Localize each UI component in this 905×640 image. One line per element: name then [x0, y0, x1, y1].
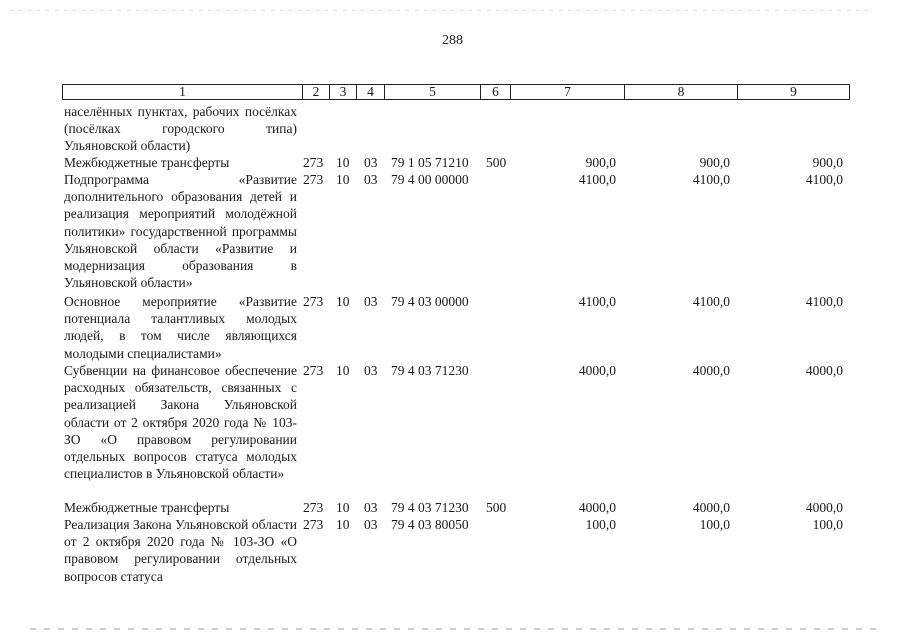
cell-amount-9: 4100,0	[805, 172, 843, 187]
row-name: Основное мероприятие «Развитие потенциала талантливых молодых людей, в том числе являющихся молодыми специалистами»	[64, 294, 297, 361]
cell-amount-9: 4000,0	[805, 363, 843, 378]
row-name: Реализация Закона Ульяновской области от 2 октября 2020 года № 103-ЗО «О правовом регулировании отдельных вопросов статуса	[64, 517, 297, 584]
cell-target-article: 79 4 03 71230	[391, 363, 469, 378]
cell-section: 10	[336, 517, 350, 532]
cell-section: 10	[336, 155, 350, 170]
cell-amount-8: 900,0	[699, 155, 730, 170]
cell-amount-8: 4000,0	[692, 500, 730, 515]
cell-target-article: 79 4 03 80050	[391, 517, 469, 532]
header-col-4: 4	[356, 85, 384, 99]
cell-amount-9: 900,0	[812, 155, 843, 170]
cell-amount-9: 4100,0	[805, 294, 843, 309]
cell-ministry: 273	[303, 500, 324, 515]
cell-amount-8: 100,0	[699, 517, 730, 532]
cell-subsection: 03	[364, 294, 378, 309]
cell-target-article: 79 4 03 00000	[391, 294, 469, 309]
header-col-2: 2	[302, 85, 329, 99]
cell-ministry: 273	[303, 294, 324, 309]
cell-amount-7: 4100,0	[578, 172, 616, 187]
cell-ministry: 273	[303, 172, 324, 187]
cell-amount-7: 900,0	[585, 155, 616, 170]
cell-section: 10	[336, 500, 350, 515]
row-name: населённых пунктах, рабочих посёлках (посёлках городского типа) Ульяновской области)	[64, 104, 297, 154]
cell-subsection: 03	[364, 517, 378, 532]
cell-amount-7: 4000,0	[578, 500, 616, 515]
cell-amount-8: 4100,0	[692, 172, 730, 187]
cell-amount-7: 4100,0	[578, 294, 616, 309]
cell-expense-type: 500	[486, 500, 507, 515]
cell-amount-9: 100,0	[812, 517, 843, 532]
cell-amount-7: 100,0	[585, 517, 616, 532]
scan-artifact-bottom	[30, 628, 880, 630]
cell-ministry: 273	[303, 363, 324, 378]
row-name: Субвенции на финансовое обеспечение расходных обязательств, связанных с реализацией Закона Ульяновской области от 2 октября 2020 года № 103-ЗО «О правовом регулировании отдельных вопросов статуса молодых специалистов в Ульяновской области»	[64, 363, 297, 482]
cell-amount-7: 4000,0	[578, 363, 616, 378]
cell-target-article: 79 4 00 00000	[391, 172, 469, 187]
cell-section: 10	[336, 172, 350, 187]
cell-subsection: 03	[364, 155, 378, 170]
cell-ministry: 273	[303, 517, 324, 532]
cell-subsection: 03	[364, 363, 378, 378]
header-col-8: 8	[624, 85, 737, 99]
cell-amount-9: 4000,0	[805, 500, 843, 515]
cell-target-article: 79 4 03 71230	[391, 500, 469, 515]
scan-artifact-top	[10, 10, 870, 11]
header-col-7: 7	[510, 85, 624, 99]
row-name: Подпрограмма «Развитие дополнительного образования детей и реализация мероприятий молодёжной политики» государственной программы Ульяновской области «Развитие и модернизация образования в Ульяновской области»	[64, 172, 297, 291]
header-col-1: 1	[179, 84, 186, 99]
header-col-6: 6	[480, 85, 510, 99]
cell-subsection: 03	[364, 172, 378, 187]
cell-expense-type: 500	[486, 155, 507, 170]
table-header-row	[62, 84, 850, 100]
cell-amount-8: 4100,0	[692, 294, 730, 309]
page-number: 288	[442, 33, 463, 48]
row-name: Межбюджетные трансферты	[64, 500, 230, 515]
header-col-5: 5	[384, 85, 480, 99]
cell-ministry: 273	[303, 155, 324, 170]
header-col-3: 3	[329, 85, 356, 99]
cell-section: 10	[336, 363, 350, 378]
row-name: Межбюджетные трансферты	[64, 155, 230, 170]
header-col-9: 9	[737, 85, 849, 99]
cell-section: 10	[336, 294, 350, 309]
cell-target-article: 79 1 05 71210	[391, 155, 469, 170]
cell-subsection: 03	[364, 500, 378, 515]
cell-amount-8: 4000,0	[692, 363, 730, 378]
